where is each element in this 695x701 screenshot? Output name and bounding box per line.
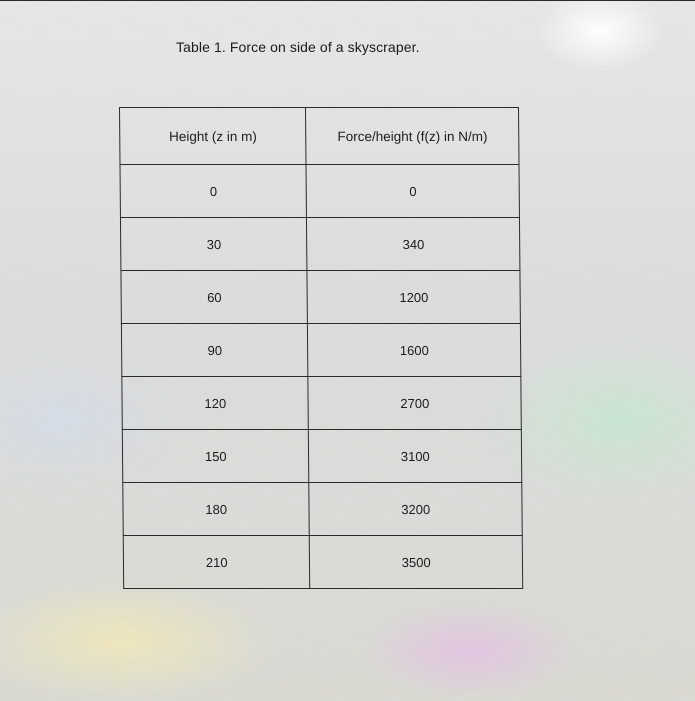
- height-cell: 180: [123, 483, 310, 536]
- table-header-row: [120, 108, 519, 165]
- force-cell: 2700: [308, 377, 521, 430]
- force-cell: 1200: [307, 271, 520, 324]
- table-row: [120, 165, 519, 218]
- height-cell: 0: [120, 165, 307, 218]
- force-table: [119, 107, 523, 589]
- table-row: [122, 377, 521, 430]
- table-caption: Table 1. Force on side of a skyscraper.: [176, 39, 420, 55]
- table-row: [123, 483, 522, 536]
- height-cell: 120: [122, 377, 309, 430]
- height-cell: 60: [121, 271, 308, 324]
- height-cell: 150: [122, 430, 309, 483]
- header-height-label: Height (z in m): [169, 128, 257, 144]
- table-row: [121, 271, 520, 324]
- height-cell: 30: [120, 218, 307, 271]
- table-row: [123, 536, 522, 589]
- header-force-label: Force/height (f(z) in N/m): [337, 128, 488, 144]
- force-cell: 3200: [309, 483, 522, 536]
- table-row: [121, 324, 520, 377]
- force-cell: 1600: [308, 324, 521, 377]
- table-row: [120, 218, 519, 271]
- table-row: [122, 430, 521, 483]
- force-cell: 0: [306, 165, 519, 218]
- header-force: [306, 108, 519, 165]
- force-cell: 3100: [309, 430, 522, 483]
- height-cell: 210: [123, 536, 310, 589]
- force-cell: 3500: [310, 536, 523, 589]
- header-height: [120, 108, 307, 165]
- force-cell: 340: [307, 218, 520, 271]
- height-cell: 90: [121, 324, 308, 377]
